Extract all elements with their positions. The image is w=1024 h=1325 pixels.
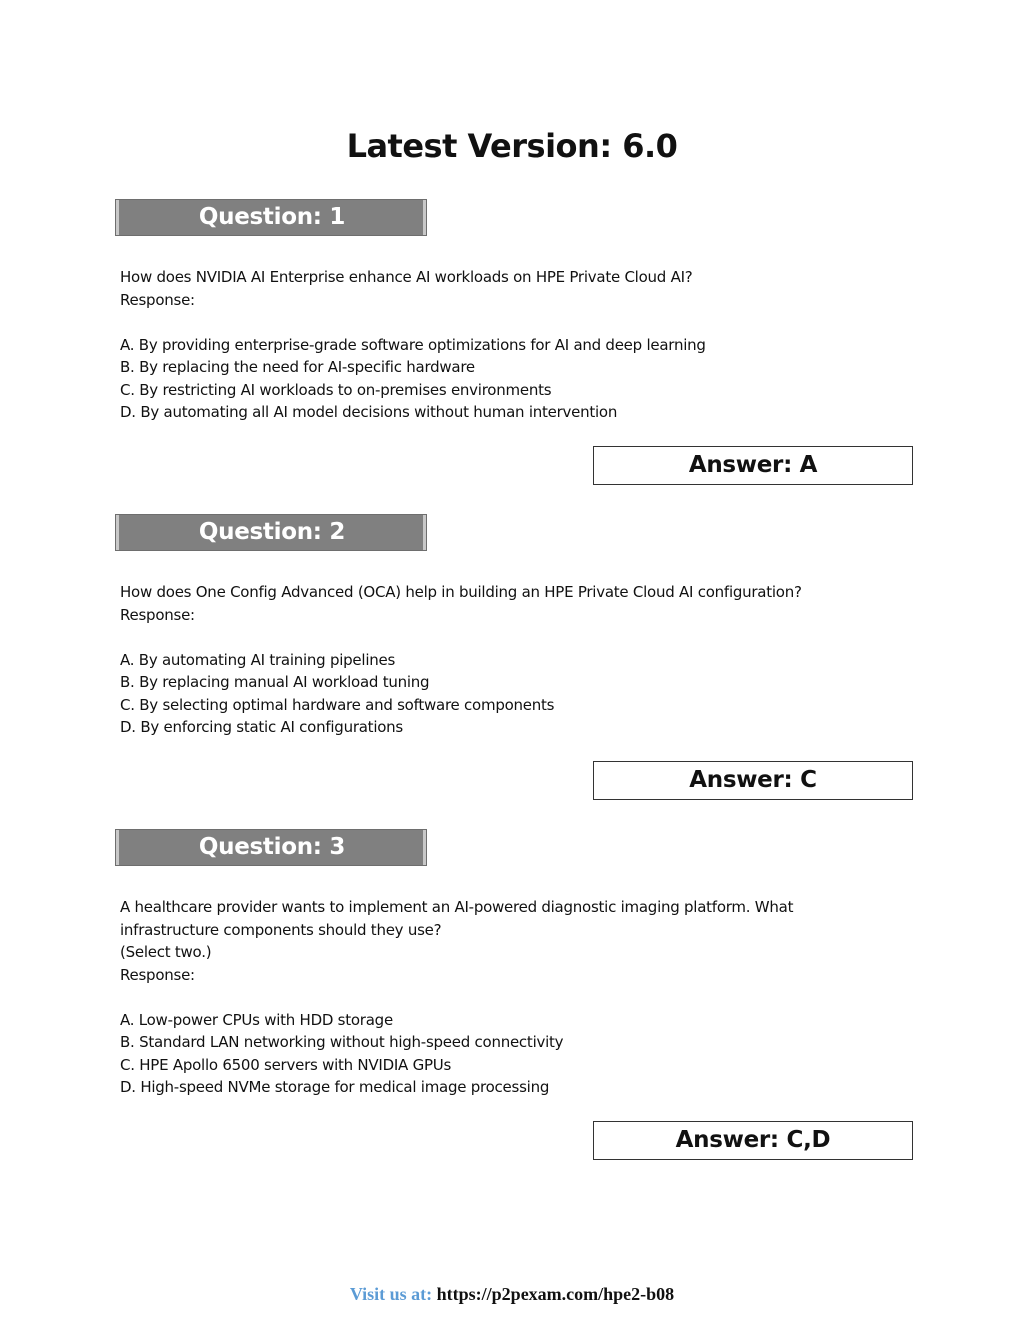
page-title: Latest Version: 6.0 — [346, 127, 678, 165]
question-body-3 — [120, 896, 880, 1099]
question-text-line: Response: — [120, 290, 195, 309]
answer-label: Answer: A — [688, 452, 818, 478]
option-b: B. By replacing the need for AI-specific hardware — [120, 358, 475, 376]
option-d: D. By automating all AI model decisions without human intervention — [120, 403, 618, 421]
answer-box-2 — [593, 761, 913, 800]
question-text-line: (Select two.) — [120, 943, 212, 961]
option-c: C. By selecting optimal hardware and software components — [120, 695, 555, 714]
option-b: B. By replacing manual AI workload tuning — [120, 673, 430, 691]
question-header-label: Question: 1 — [198, 204, 346, 230]
question-body-1 — [120, 266, 880, 424]
answer-box-3 — [593, 1121, 913, 1160]
question-body-2 — [120, 581, 880, 739]
option-a: A. By automating AI training pipelines — [120, 650, 396, 669]
question-text-line: Response: — [120, 965, 195, 984]
question-text-line: infrastructure components should they use? — [120, 920, 442, 939]
footer-visit-label: Visit us at: — [349, 1284, 433, 1304]
footer — [0, 1282, 1024, 1306]
question-text-line: A healthcare provider wants to implement an AI-powered diagnostic imaging platform. What — [120, 898, 794, 916]
footer-url-link[interactable]: https://p2pexam.com/hpe2-b08 — [436, 1284, 675, 1304]
option-a: A. Low-power CPUs with HDD storage — [120, 1010, 393, 1029]
question-header-label: Question: 2 — [198, 519, 346, 545]
question-header-3 — [115, 829, 427, 866]
question-header-label: Question: 3 — [198, 834, 346, 860]
option-c: C. By restricting AI workloads to on-premises environments — [120, 380, 552, 399]
option-d: D. High-speed NVMe storage for medical image processing — [120, 1078, 550, 1096]
question-text-line: How does NVIDIA AI Enterprise enhance AI workloads on HPE Private Cloud AI? — [120, 268, 693, 286]
answer-label: Answer: C — [689, 767, 817, 793]
question-text-line: Response: — [120, 605, 195, 624]
answer-label: Answer: C,D — [675, 1127, 831, 1153]
option-a: A. By providing enterprise-grade software optimizations for AI and deep learning — [120, 335, 706, 354]
answer-box-1 — [593, 446, 913, 485]
question-header-2 — [115, 514, 427, 551]
option-d: D. By enforcing static AI configurations — [120, 718, 403, 736]
question-text-line: How does One Config Advanced (OCA) help in building an HPE Private Cloud AI configuration? — [120, 583, 802, 601]
option-c: C. HPE Apollo 6500 servers with NVIDIA GPUs — [120, 1055, 452, 1074]
option-b: B. Standard LAN networking without high-speed connectivity — [120, 1033, 564, 1051]
question-header-1 — [115, 199, 427, 236]
